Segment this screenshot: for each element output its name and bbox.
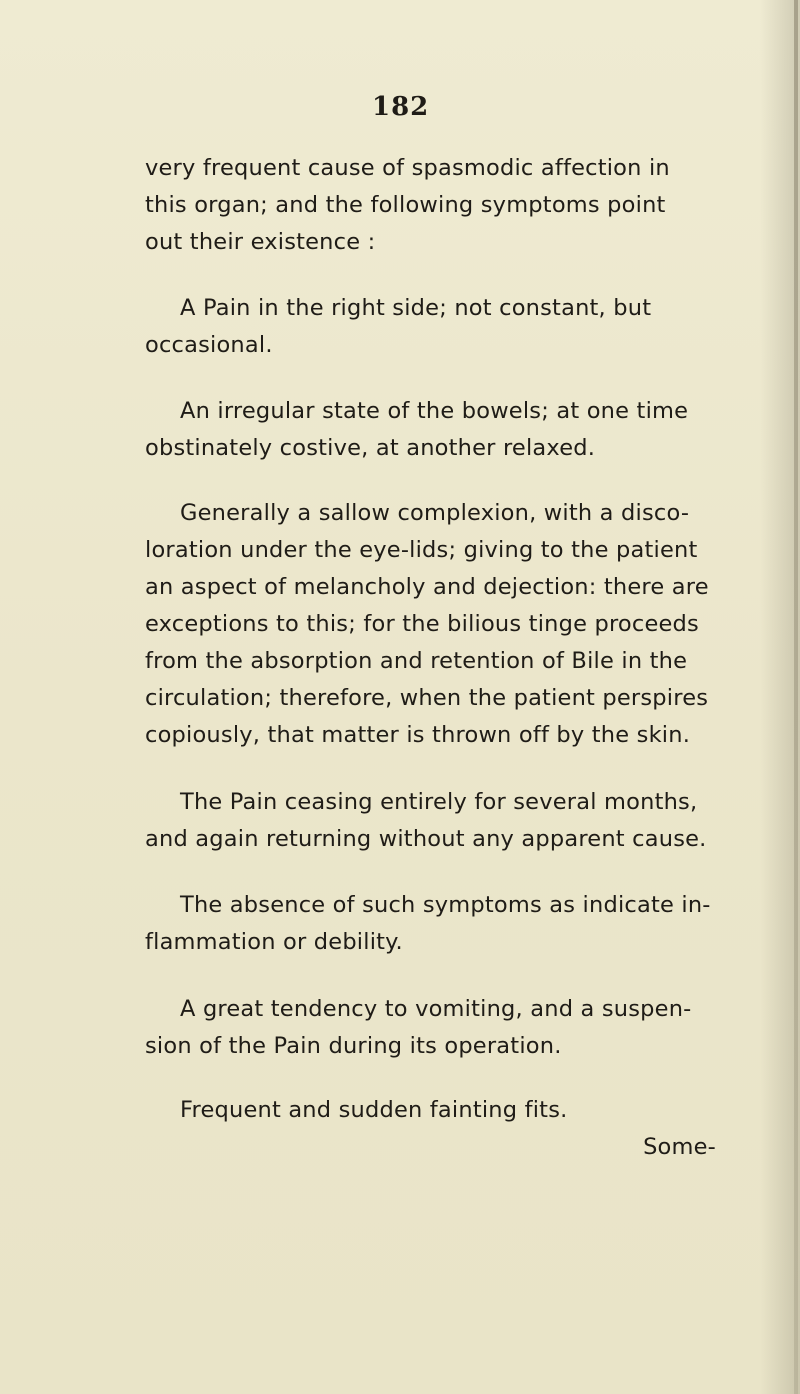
page-edge: [794, 0, 798, 1394]
text-line: sion of the Pain during its operation.: [145, 1033, 562, 1059]
text-line: out their existence :: [145, 229, 376, 255]
text-line: occasional.: [145, 332, 273, 358]
text-line: this organ; and the following symptoms point: [145, 192, 666, 218]
text-line: Frequent and sudden fainting fits.: [180, 1097, 568, 1123]
text-line: An irregular state of the bowels; at one time: [180, 398, 689, 424]
page-number: 182: [372, 92, 430, 122]
text-line: very frequent cause of spasmodic affection in: [145, 155, 670, 181]
text-line: A great tendency to vomiting, and a suspen-: [180, 996, 692, 1022]
text-line: copiously, that matter is thrown off by the skin.: [145, 722, 691, 748]
text-line: from the absorption and retention of Bile in the: [145, 648, 688, 674]
text-line: flammation or debility.: [145, 929, 403, 955]
catchword: Some-: [643, 1134, 716, 1160]
text-line: The Pain ceasing entirely for several months,: [180, 789, 698, 815]
text-line: and again returning without any apparent cause.: [145, 826, 707, 852]
text-line: A Pain in the right side; not constant, but: [180, 295, 652, 321]
text-line: an aspect of melancholy and dejection: there are: [145, 574, 709, 600]
text-line: circulation; therefore, when the patient perspires: [145, 685, 709, 711]
text-line: exceptions to this; for the bilious tinge proceeds: [145, 611, 699, 637]
text-line: loration under the eye-lids; giving to the patient: [145, 537, 698, 563]
text-line: The absence of such symptoms as indicate in-: [180, 892, 711, 918]
text-line: Generally a sallow complexion, with a disco-: [180, 500, 690, 526]
text-line: obstinately costive, at another relaxed.: [145, 435, 596, 461]
